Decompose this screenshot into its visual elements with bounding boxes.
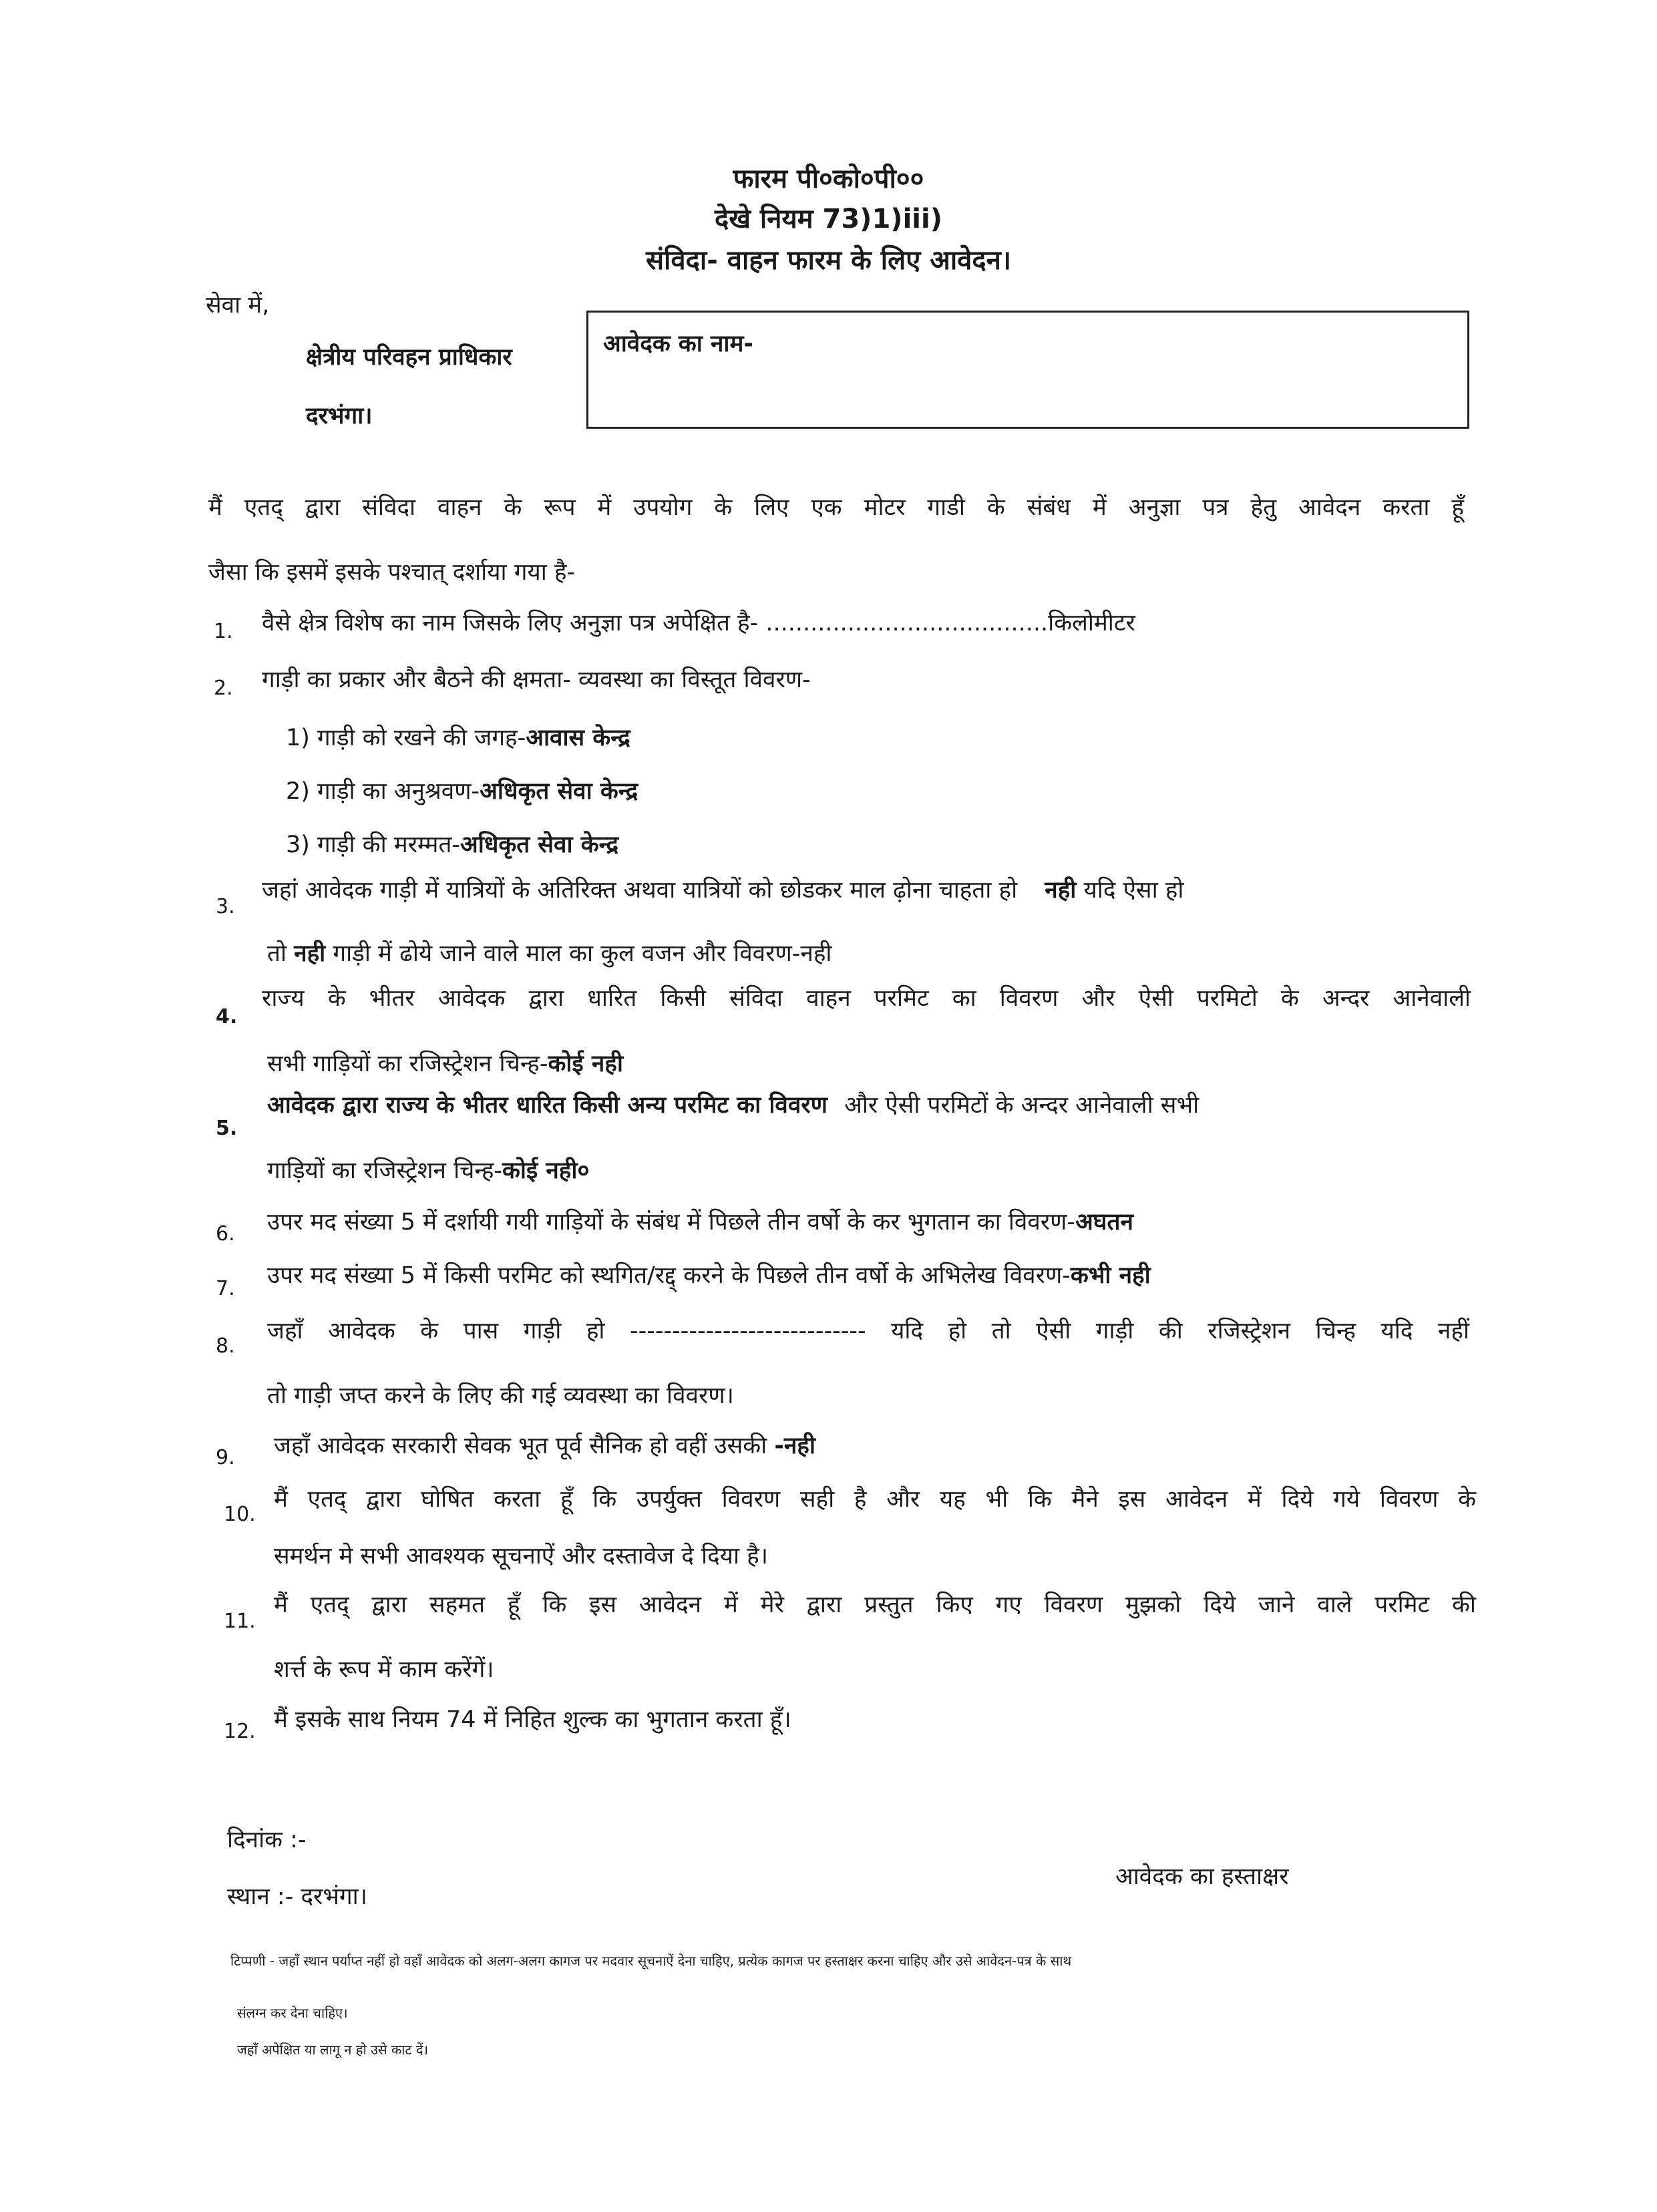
item-3-text-2: गाड़ी में ढोये जाने वाले माल का कुल वजन और विवरण-नही: [333, 940, 832, 967]
item-3-line-2: [267, 937, 832, 968]
item-number: 11.: [224, 1610, 256, 1633]
footnote-line-2: संलग्न कर देना चाहिए।: [237, 2005, 348, 2021]
form-subject: संविदा- वाहन फारम के लिए आवेदन।: [645, 245, 1012, 276]
item-10-line-1: मैं एतद् द्वारा घोषित करता हूँ कि उपर्युक्त विवरण सही है और यह भी कि मैने इस आवेदन में दिये गये विवरण के: [274, 1486, 1476, 1513]
item-5-line-2: [267, 1154, 590, 1185]
item-6-line: [267, 1206, 1133, 1237]
item-5-text-2: गाड़ियों का रजिस्ट्रेशन चिन्ह-: [267, 1157, 503, 1184]
sub-item-2: [286, 775, 638, 806]
item-1-text: वैसे क्षेत्र विशेष का नाम जिसके लिए अनुज्ञा पत्र अपेक्षित है- ......................................किलोमीटर: [262, 610, 1135, 636]
item-10-line-2: समर्थन मे सभी आवश्यक सूचनाऐं और दस्तावेज दे दिया है।: [274, 1543, 769, 1570]
item-7-value: कभी नही: [1070, 1262, 1151, 1289]
item-9-text: जहाँ आवेदक सरकारी सेवक भूत पूर्व सैनिक हो वहीं उसकी: [274, 1433, 767, 1459]
item-3-text: जहां आवेदक गाड़ी में यात्रियों के अतिरिक्त अथवा यात्रियों को छोडकर माल ढ़ोना चाहता हो: [262, 877, 1018, 904]
footnote-line-1: टिप्पणी - जहाँ स्थान पर्याप्त नहीं हो वहाँ आवेदक को अलग-अलग कागज पर मदवार सूचनाऐं देना चाहिए, प्रत्येक कागज पर हस्ताक्षर करना चाहिए और उसे आवेदन-पत्र के साथ: [230, 1953, 1072, 1969]
item-4-text: सभी गाड़ियों का रजिस्ट्रेशन चिन्ह-: [267, 1051, 548, 1077]
item-4-value: कोई नही: [548, 1051, 623, 1077]
item-6-text: उपर मद संख्या 5 में दर्शायी गयी गाड़ियों के संबंध में पिछले तीन वर्षो के कर भुगतान का विवरण-: [267, 1209, 1076, 1236]
salutation: सेवा में,: [206, 292, 270, 319]
sub-item-2-label: 2) गाड़ी का अनुश्रवण-: [286, 778, 480, 805]
sub-item-1-label: 1) गाड़ी को रखने की जगह-: [286, 725, 526, 751]
sub-item-2-value: अधिकृत सेवा केन्द्र: [480, 778, 638, 805]
item-number: 3.: [216, 895, 235, 918]
authority-name: क्षेत्रीय परिवहन प्राधिकार: [306, 344, 512, 371]
sub-item-3-value: अधिकृत सेवा केन्द्र: [460, 832, 619, 858]
item-5-value: कोई नही०: [502, 1157, 590, 1184]
item-7-line: [267, 1259, 1151, 1290]
item-3-prefix: तो: [267, 940, 287, 967]
item-number: 10.: [224, 1503, 256, 1526]
item-4-line-1: राज्य के भीतर आवेदक द्वारा धारित किसी संविदा वाहन परमिट का विवरण और ऐसी परमिटो के अन्दर आनेवाली: [262, 985, 1471, 1012]
sub-item-3-label: 3) गाड़ी की मरम्मत-: [286, 832, 461, 858]
applicant-name-box[interactable]: [586, 311, 1469, 429]
item-number: 4.: [216, 1005, 238, 1029]
item-number: 1.: [214, 620, 233, 643]
item-3-answer-2: नही: [294, 940, 326, 967]
item-number: 8.: [216, 1334, 235, 1358]
item-3-text-cont: यदि ऐसा हो: [1083, 877, 1184, 904]
date-label: दिनांक :-: [227, 1827, 307, 1853]
item-number: 9.: [216, 1446, 235, 1469]
item-6-value: अघतन: [1075, 1209, 1133, 1236]
item-5-text: और ऐसी परमिटों के अन्दर आनेवाली सभी: [844, 1092, 1200, 1119]
item-9-value: -नही: [774, 1433, 815, 1459]
item-number: 12.: [224, 1720, 256, 1743]
item-number: 2.: [214, 677, 233, 700]
intro-line-1: मैं एतद् द्वारा संविदा वाहन के रूप में उपयोग के लिए एक मोटर गाडी के संबंध में अनुज्ञा पत्र हेतु आवेदन करता हूँ: [208, 494, 1464, 521]
sub-item-1-value: आवास केन्द्र: [526, 725, 630, 751]
item-7-text: उपर मद संख्या 5 में किसी परमिट को स्थगित/रद्द् करने के पिछले तीन वर्षो के अभिलेख विवरण-: [267, 1262, 1071, 1289]
item-2-text: गाड़ी का प्रकार और बैठने की क्षमता- व्यवस्था का विस्तूत विवरण-: [262, 667, 811, 693]
item-3-answer: नही: [1045, 877, 1077, 904]
item-11-line-2: शर्त्त के रूप में काम करेंगें।: [274, 1656, 494, 1683]
item-12-text: मैं इसके साथ नियम 74 में निहित शुल्क का भुगतान करता हूँ।: [274, 1706, 791, 1733]
item-4-line-2: [267, 1047, 623, 1079]
applicant-name-label: आवेदक का नाम-: [603, 331, 753, 357]
authority-city: दरभंगा।: [306, 403, 373, 429]
item-11-line-1: मैं एतद् द्वारा सहमत हूँ कि इस आवेदन में मेरे द्वारा प्रस्तुत किए गए विवरण मुझको दिये जाने वाले परमिट की: [274, 1592, 1476, 1618]
place-label: स्थान :- दरभंगा।: [227, 1883, 367, 1910]
item-number: 5.: [216, 1117, 238, 1140]
item-9-line: [274, 1429, 815, 1461]
applicant-signature-label: आवेदक का हस्ताक्षर: [1115, 1863, 1289, 1890]
form-title: फारम पी०को०पी००: [733, 164, 924, 194]
item-number: 7.: [216, 1277, 235, 1300]
footnote-line-3: जहाँ अपेक्षित या लागू न हो उसे काट दें।: [237, 2042, 429, 2058]
rule-reference: देखे नियम 73)1)iii): [715, 204, 942, 234]
item-3-line-1: [262, 874, 1183, 905]
item-8-line-1: जहाँ आवेदक के पास गाड़ी हो ---------------------------- यदि हो तो ऐसी गाड़ी की रजिस्ट्रेशन चिन्ह यदि नहीं: [267, 1318, 1469, 1344]
item-5-line-1: [267, 1089, 1199, 1120]
item-8-line-2: तो गाड़ी जप्त करने के लिए की गई व्यवस्था का विवरण।: [267, 1382, 734, 1409]
sub-item-3: [286, 828, 618, 860]
intro-line-2: जैसा कि इसमें इसके पश्चात् दर्शाया गया है-: [208, 559, 576, 586]
item-5-text-bold: आवेदक द्वारा राज्य के भीतर धारित किसी अन्य परमिट का विवरण: [267, 1092, 827, 1119]
sub-item-1: [286, 721, 630, 753]
item-number: 6.: [216, 1222, 235, 1246]
